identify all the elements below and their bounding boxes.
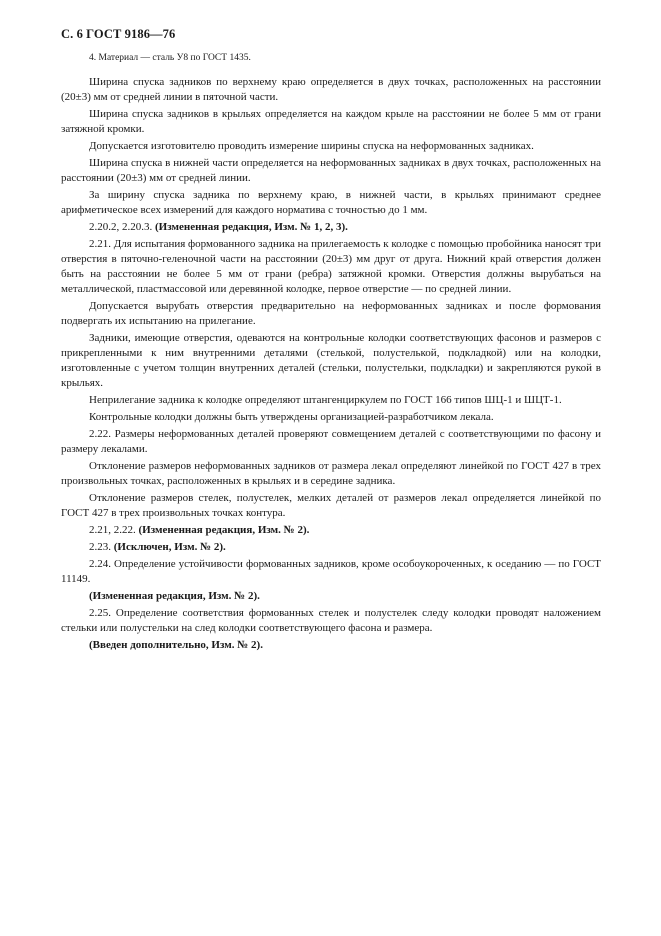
paragraph: 2.25. Определение соответствия формованных стелек и полустелек следу колодки проводят наложением стельки или полустельки на след колодки соответствующего фасона и размера. [61,607,601,634]
paragraph: Допускается вырубать отверстия предварительно на неформованных задниках и после формования подвергать их испытанию на прилегание. [61,300,601,327]
document-body [61,52,601,655]
paragraph: Контрольные колодки должны быть утверждены организацией-разработчиком лекала. [89,411,494,423]
paragraph: Задники, имеющие отверстия, одеваются на контрольные колодки соответствующих фасонов и размеров с прикрепленными к ним внутренними деталями (стелькой, полустелькой, подкладкой) или на колодки, изготовленные с учетом толщин внутренних деталей (стельки, полустельки, подкладки) и закрепляются рукой в крыльях. [61,332,601,389]
amendment-note [61,540,601,555]
paragraph: 2.22. Размеры неформованных деталей проверяют совмещением деталей с соответствующими по фасону и размеру лекалами. [61,428,601,455]
amendment-label: (Измененная редакция, Изм. № 2). [89,590,260,602]
amendment-note [61,523,601,538]
paragraph: 2.24. Определение устойчивости формованных задников, кроме особоукороченных, к оседанию — по ГОСТ 11149. [61,558,601,585]
page-header: С. 6 ГОСТ 9186—76 [61,27,176,41]
paragraph: Отклонение размеров неформованных задников от размера лекал определяют линейкой по ГОСТ 427 в трех произвольных точках, расположенных в крыльях и в середине задника. [61,460,601,487]
amendment-label: (Измененная редакция, Изм. № 1, 2, 3). [155,221,348,233]
table-note: 4. Материал — сталь У8 по ГОСТ 1435. [89,53,251,63]
clause-ref: 2.20.2, 2.20.3. [89,221,153,233]
paragraph: Отклонение размеров стелек, полустелек, мелких деталей от размеров лекал определяется линейкой по ГОСТ 427 в трех произвольных точках контура. [61,492,601,519]
amendment-note [61,220,601,235]
paragraph: 2.21. Для испытания формованного задника на прилегаемость к колодке с помощью пробойника наносят три отверстия в пяточно-геленочной части на расстоянии (20±3) мм друг от друга. Нижний край отверстия должен быть на расстоянии не более 5 мм от грани (ребра) затяжной кромки. Отверстия должны вырубаться на металлической, пластмассовой или деревянной колодке, первое отверстие — по средней линии. [61,238,601,295]
paragraph: Ширина спуска задников по верхнему краю определяется в двух точках, расположенных на расстоянии (20±3) мм от средней линии в пяточной части. [61,76,601,103]
amendment-label: (Введен дополнительно, Изм. № 2). [89,639,263,651]
amendment-label: (Исключен, Изм. № 2). [113,541,226,553]
paragraph: За ширину спуска задника по верхнему краю, в нижней части, в крыльях принимают среднее арифметическое всех измерений для каждого норматива с точностью до 1 мм. [61,189,601,216]
paragraph: Неприлегание задника к колодке определяют штангенциркулем по ГОСТ 166 типов ШЦ-1 и ШЦТ-1. [89,394,562,406]
paragraph: Ширина спуска задников в крыльях определяется на каждом крыле на расстоянии не более 5 мм от грани затяжной кромки. [61,108,601,135]
clause-ref: 2.21, 2.22. [89,524,136,536]
paragraph: Ширина спуска в нижней части определяется на неформованных задниках в двух точках, расположенных на расстоянии (20±3) мм от средней линии. [61,157,601,184]
clause-ref: 2.23. [89,541,111,553]
amendment-label: (Измененная редакция, Изм. № 2). [138,524,310,536]
paragraph: Допускается изготовителю проводить измерение ширины спуска на неформованных задниках. [89,140,534,152]
